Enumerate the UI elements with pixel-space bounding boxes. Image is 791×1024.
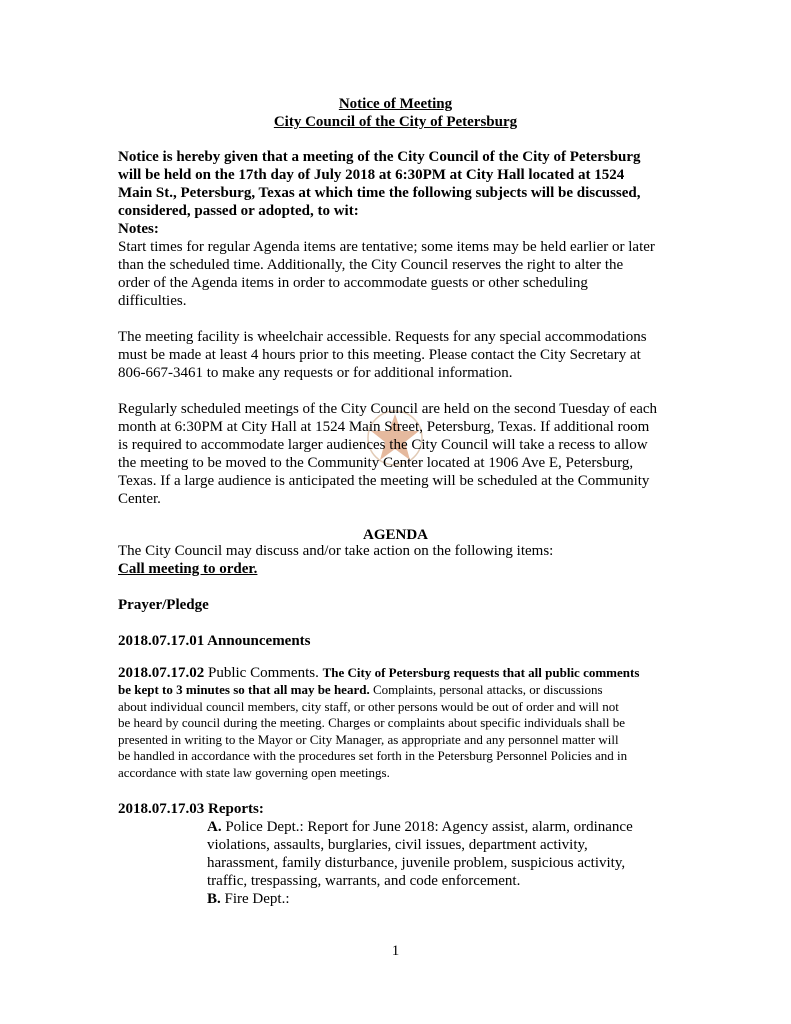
prayer-pledge: Prayer/Pledge: [118, 597, 209, 613]
text-line: the meeting to be moved to the Community Center located at 1906 Ave E, Petersburg,: [118, 455, 634, 471]
accessibility-paragraph: [118, 328, 678, 382]
notes-label: Notes:: [118, 221, 159, 237]
police-report: [207, 818, 677, 908]
notice-line: Notice is hereby given that a meeting of the City Council of the City of Petersburg: [118, 149, 641, 165]
police-text: harassment, family disturbance, juvenile problem, suspicious activity,: [207, 855, 626, 871]
item-bold-text: be kept to 3 minutes so that all may be heard.: [118, 682, 370, 697]
text-line: Texas. If a large audience is anticipated the meeting will be scheduled at the Community: [118, 473, 650, 489]
text-line: difficulties.: [118, 293, 187, 309]
text-line: than the scheduled time. Additionally, the City Council reserves the right to alter the: [118, 257, 624, 273]
notice-title: Notice of Meeting: [338, 96, 453, 112]
council-title: City Council of the City of Petersburg: [273, 114, 518, 130]
police-text: violations, assaults, burglaries, civil issues, department activity,: [207, 837, 588, 853]
text-line: Center.: [118, 491, 161, 507]
schedule-paragraph: [118, 400, 678, 508]
text-line: Start times for regular Agenda items are tentative; some items may be held earlier or later: [118, 239, 655, 255]
text-line: month at 6:30PM at City Hall at 1524 Main Street, Petersburg, Texas. If additional room: [118, 419, 650, 435]
item-bold-text: The City of Petersburg requests that all public comments: [322, 665, 640, 680]
police-label: A.: [207, 819, 222, 835]
text-line: order of the Agenda items in order to accommodate guests or other scheduling: [118, 275, 588, 291]
item-text: be heard by council during the meeting. Charges or complaints about specific individuals shall be: [118, 715, 625, 730]
notice-line: considered, passed or adopted, to wit:: [118, 203, 359, 219]
police-text: Police Dept.: Report for June 2018: Agency assist, alarm, ordinance: [221, 819, 633, 835]
fire-text: Fire Dept.:: [220, 891, 290, 907]
text-line: is required to accommodate larger audiences the City Council will take a recess to allow: [118, 437, 648, 453]
call-to-order: Call meeting to order.: [118, 561, 258, 577]
fire-label: B.: [207, 891, 221, 907]
agenda-heading: AGENDA: [362, 527, 428, 543]
text-line: must be made at least 4 hours prior to this meeting. Please contact the City Secretary at: [118, 347, 641, 363]
item-text: Complaints, personal attacks, or discussions: [369, 682, 603, 697]
police-text: traffic, trespassing, warrants, and code enforcement.: [207, 873, 521, 889]
text-line: The meeting facility is wheelchair accessible. Requests for any special accommodations: [118, 329, 647, 345]
notice-paragraph: [118, 148, 678, 238]
item-label: Public Comments.: [204, 665, 323, 681]
item-text: presented in writing to the Mayor or City Manager, as appropriate and any personnel matter will: [118, 731, 619, 747]
item-text: be handled in accordance with the procedures set forth in the Petersburg Personnel Policies and in: [118, 748, 628, 763]
page-number: 1: [391, 943, 400, 959]
agenda-item-announcements: 2018.07.17.01 Announcements: [118, 633, 311, 649]
item-text: accordance with state law governing open meetings.: [118, 764, 390, 780]
notice-line: Main St., Petersburg, Texas at which time the following subjects will be discussed,: [118, 185, 641, 201]
start-times-paragraph: [118, 238, 678, 310]
agenda-item-reports: 2018.07.17.03 Reports:: [118, 801, 264, 817]
item-number: 2018.07.17.02: [118, 665, 205, 681]
text-line: Regularly scheduled meetings of the City Council are held on the second Tuesday of each: [118, 401, 658, 417]
agenda-item-public-comments: [118, 664, 678, 781]
text-line: 806-667-3461 to make any requests or for additional information.: [118, 365, 513, 381]
item-text: about individual council members, city staff, or other persons would be out of order and will not: [118, 698, 619, 714]
notice-line: will be held on the 17th day of July 2018 at 6:30PM at City Hall located at 1524: [118, 167, 625, 183]
agenda-intro: The City Council may discuss and/or take action on the following items:: [118, 543, 554, 559]
